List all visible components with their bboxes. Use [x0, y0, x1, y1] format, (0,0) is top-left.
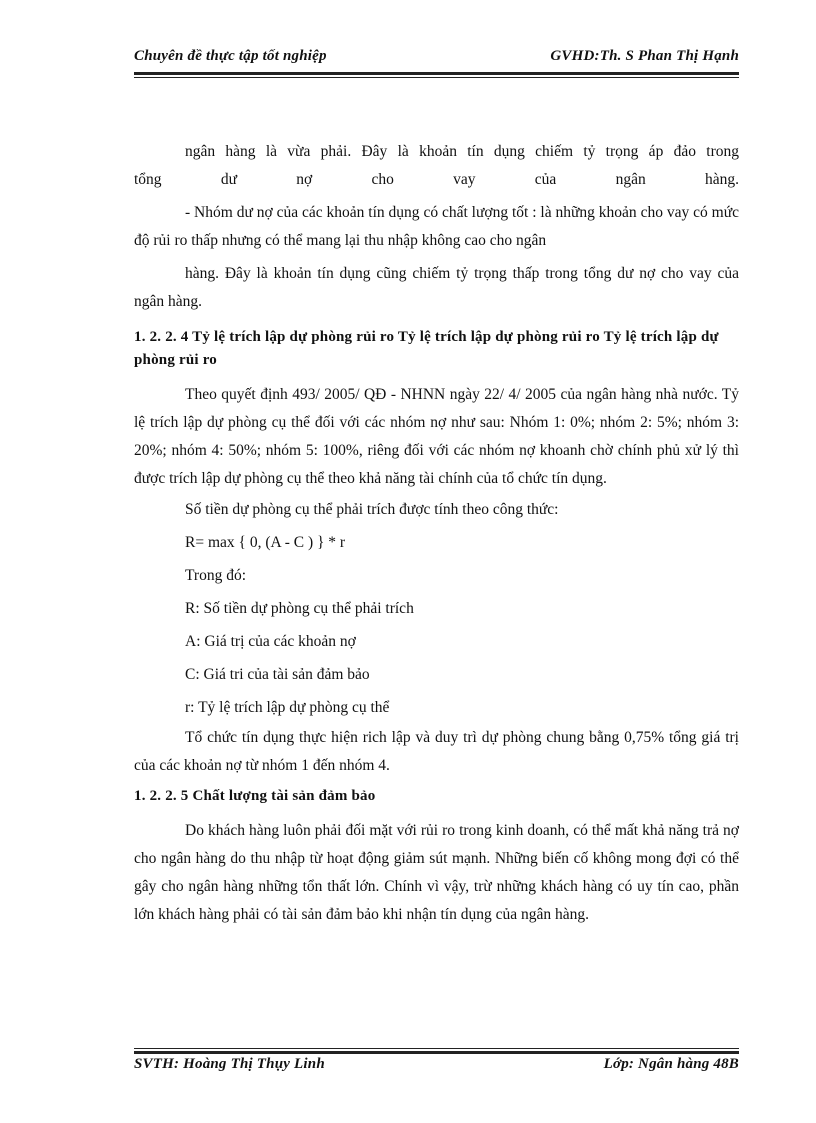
paragraph-1: ngân hàng là vừa phải. Đây là khoản tín dụng chiếm tỷ trọng áp đảo trong: [185, 143, 739, 160]
definition-C: C: Giá tri của tài sản đảm bảo: [185, 666, 370, 683]
footer-student: SVTH: Hoàng Thị Thụy Linh: [134, 1056, 325, 1072]
definition-R: R: Số tiền dự phòng cụ thể phải trích: [185, 600, 414, 617]
paragraph-4: Theo quyết định 493/ 2005/ QĐ - NHNN ngày 22/ 4/ 2005 của ngân hàng nhà nước. Tỷ lệ trích lập dự phòng cụ thể đối với các nhóm nợ như sau: Nhóm 1: 0%; nhóm 2: 5%; nhóm 3: 20%; nhóm 4: 50%; nhóm 5: 100%, riêng đối với các nhóm nợ khoanh chờ chính phủ xử lý thì được trích lập dự phòng cụ thể theo khả năng tài chính của tổ chức tín dụng.: [134, 386, 739, 487]
page-body: [134, 138, 739, 929]
header-rule-thin: [134, 77, 739, 78]
footer-class: Lớp: Ngân hàng 48B: [603, 1056, 739, 1072]
definition-r: r: Tỷ lệ trích lập dự phòng cụ thể: [185, 699, 390, 716]
paragraph-1b: tổng dư nợ cho vay của ngân hàng.: [134, 171, 739, 188]
formula: R= max { 0, (A - C ) } * r: [185, 534, 346, 551]
page-footer: [134, 1056, 739, 1078]
footer-rule-thin: [134, 1048, 739, 1049]
formula-intro: Số tiền dự phòng cụ thể phải trích được tính theo công thức:: [185, 501, 559, 518]
definition-A: A: Giá trị của các khoản nợ: [185, 633, 356, 650]
paragraph-3: hàng. Đây là khoản tín dụng cũng chiếm tỷ trọng thấp trong tổng dư nợ cho vay của ngân hàng.: [134, 265, 739, 310]
paragraph-2: - Nhóm dư nợ của các khoản tín dụng có chất lượng tốt : là những khoản cho vay có mức độ rủi ro thấp nhưng có thể mang lại thu nhập không cao cho ngân: [134, 204, 739, 249]
page-header: [134, 48, 739, 70]
header-supervisor: GVHD:Th. S Phan Thị Hạnh: [550, 48, 739, 64]
formula-where: Trong đó:: [185, 567, 247, 584]
header-rule-thick: [134, 72, 739, 75]
paragraph-7: Do khách hàng luôn phải đối mặt với rủi ro trong kinh doanh, có thể mất khả năng trả nợ cho ngân hàng do thu nhập từ hoạt động giảm sút mạnh. Những biến cố không mong đợi có thể gây cho ngân hàng những tổn thất lớn. Chính vì vậy, trừ những khách hàng có uy tín cao, phần lớn khách hàng phải có tài sản đảm bảo khi nhận tín dụng của ngân hàng.: [134, 822, 739, 923]
section-heading-1-2-2-4: 1. 2. 2. 4 Tỷ lệ trích lập dự phòng rủi ro Tỷ lệ trích lập dự phòng rủi ro Tỷ lệ trích lập dự phòng rủi ro: [134, 329, 719, 368]
header-title: Chuyên đề thực tập tốt nghiệp: [134, 48, 327, 64]
paragraph-6: Tổ chức tín dụng thực hiện rich lập và duy trì dự phòng chung bằng 0,75% tổng giá trị của các khoản nợ từ nhóm 1 đến nhóm 4.: [134, 729, 739, 774]
section-heading-1-2-2-5: 1. 2. 2. 5 Chất lượng tài sản đảm bảo: [134, 788, 376, 804]
footer-rule-thick: [134, 1051, 739, 1054]
